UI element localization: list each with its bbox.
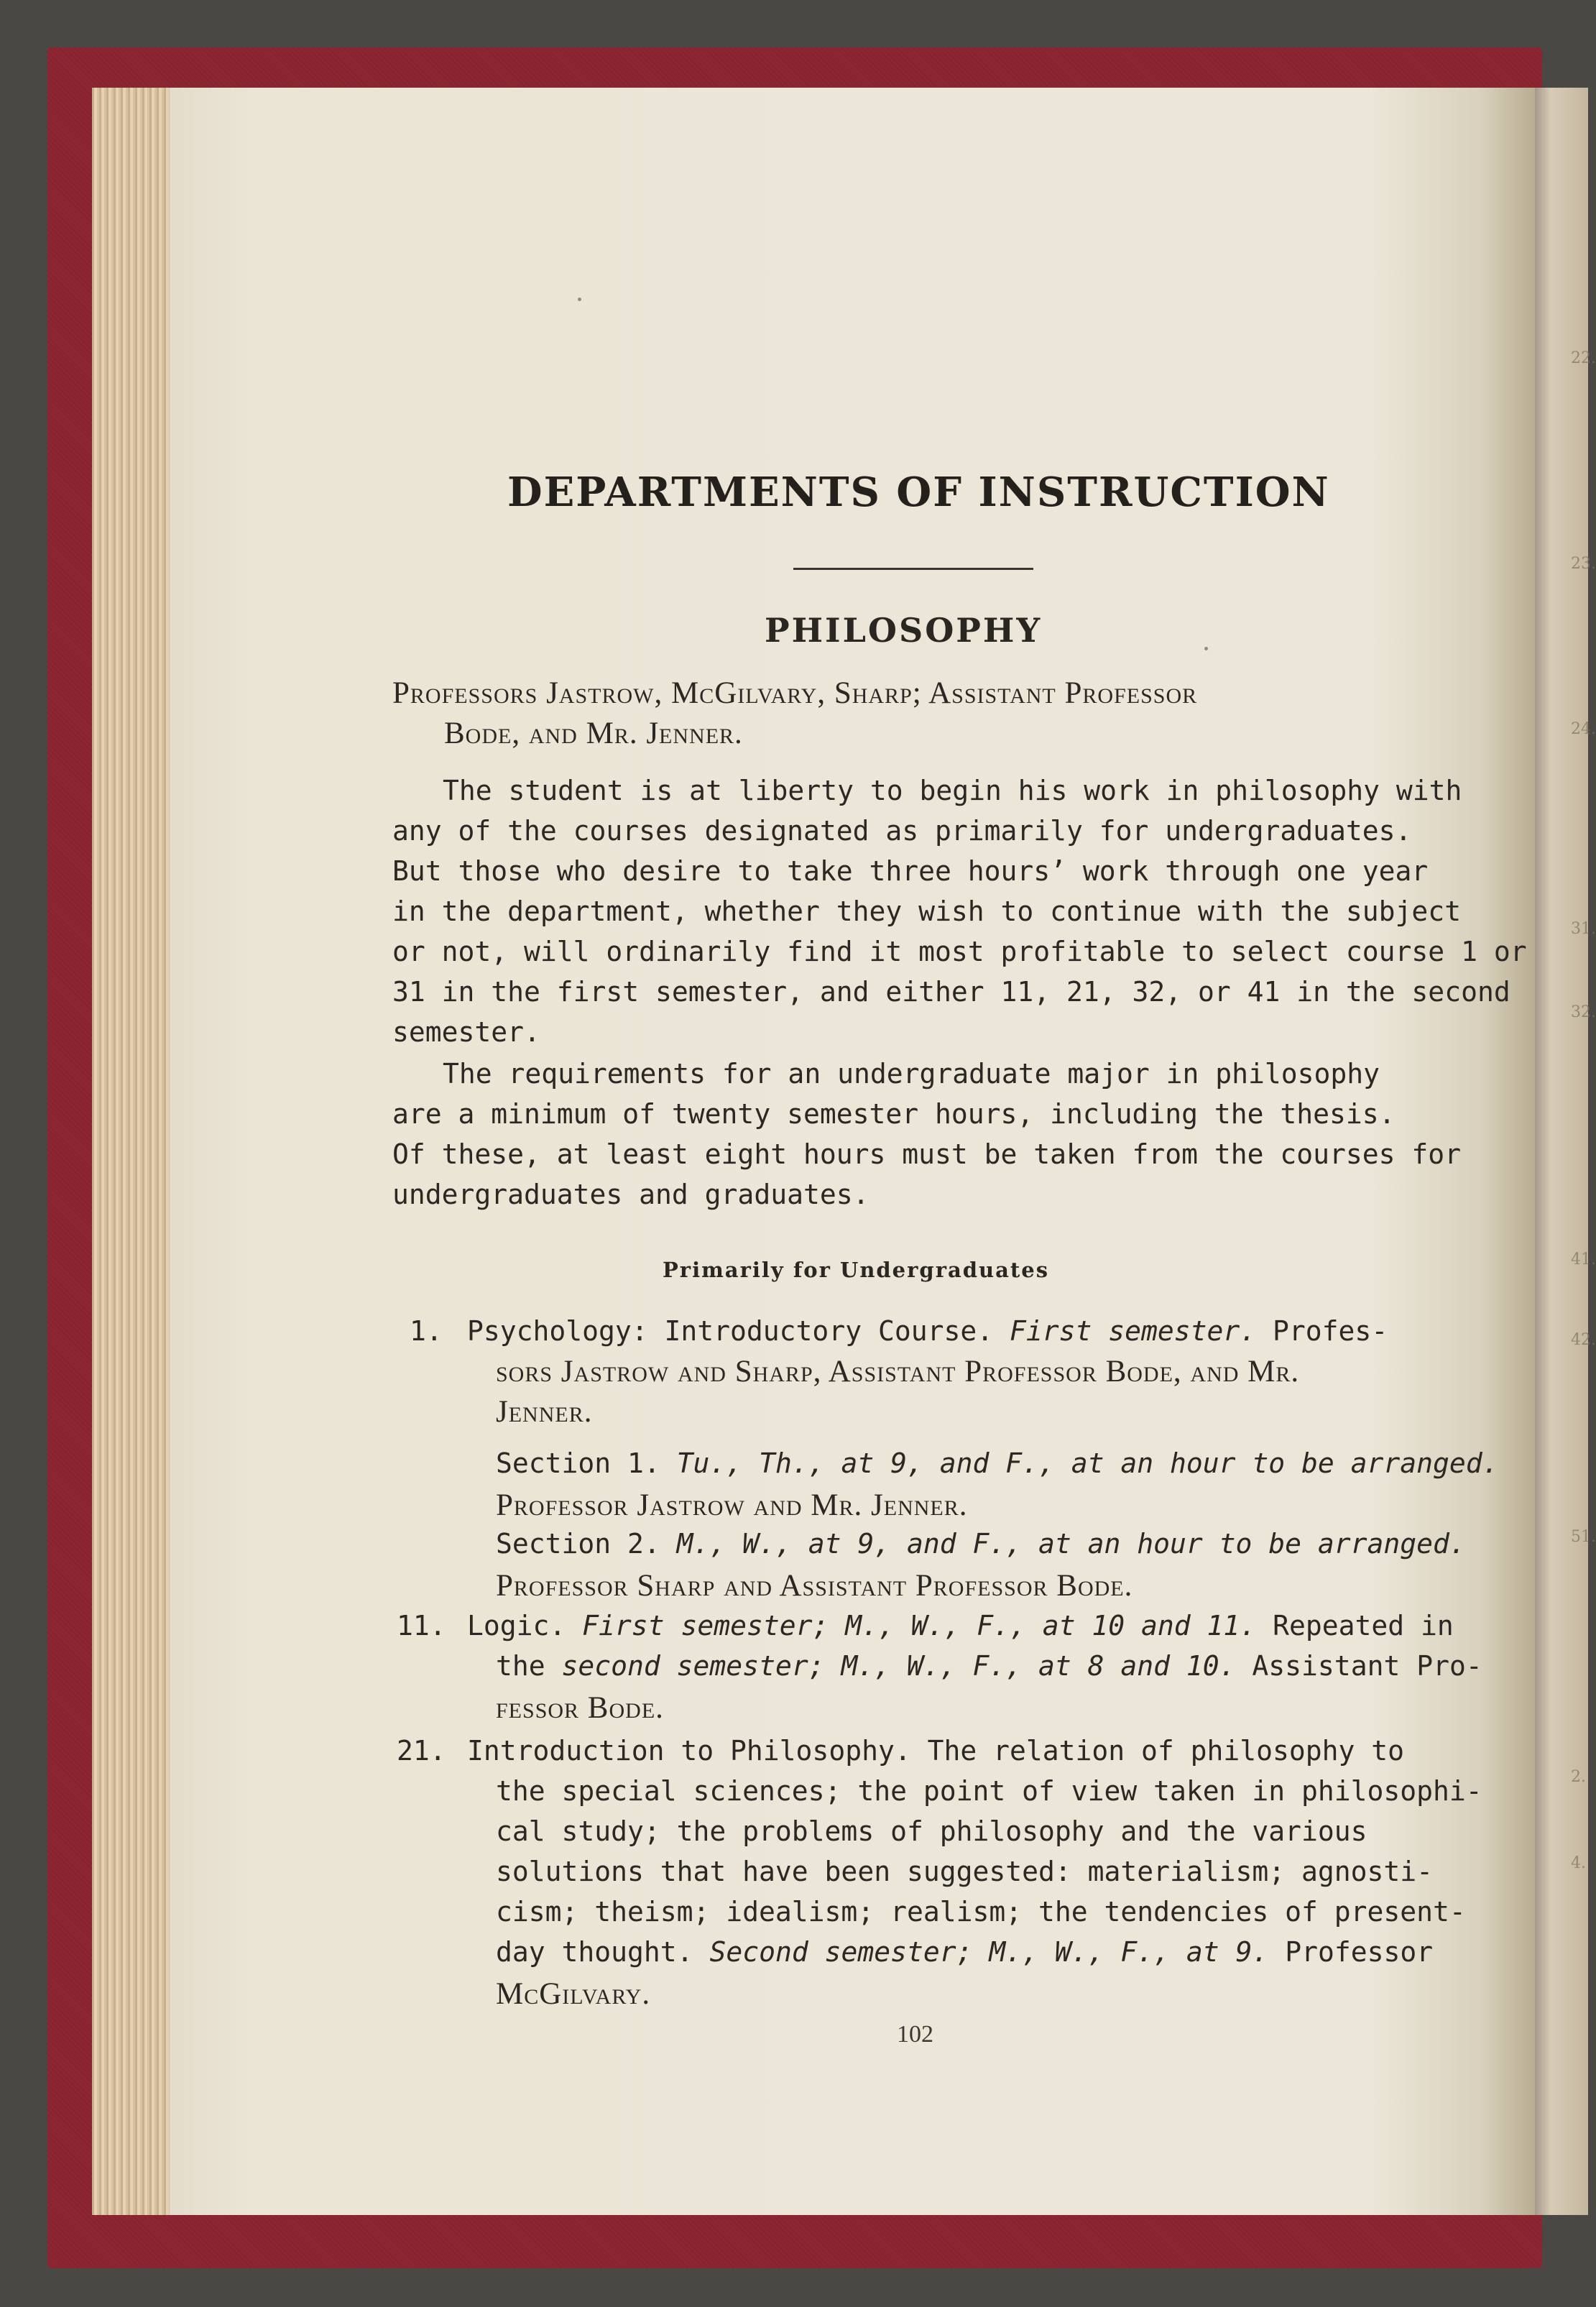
bleed-number: 51. xyxy=(1571,1528,1596,1546)
bleed-number: 41. xyxy=(1571,1251,1596,1268)
text-line: are a minimum of twenty semester hours, including the thesis. xyxy=(392,1098,1396,1130)
course-line: Introduction to Philosophy. The relation of philosophy to xyxy=(467,1735,1405,1767)
course-title: Logic. xyxy=(467,1610,566,1641)
bleed-number: 24. xyxy=(1571,720,1596,738)
bleed-number: 23. xyxy=(1571,555,1596,573)
text-line: or not, will ordinarily find it most profitable to select course 1 or xyxy=(392,936,1527,967)
page-number: 102 xyxy=(897,2021,933,2048)
course-number: 21. xyxy=(397,1735,446,1767)
text-line: semester. xyxy=(392,1016,540,1048)
text-line: The requirements for an undergraduate major in philosophy xyxy=(443,1058,1380,1090)
section-label: Section 2. xyxy=(496,1528,660,1560)
course-text: Assistant Pro- xyxy=(1252,1650,1482,1682)
faculty-line: Bode, and Mr. Jenner. xyxy=(444,717,743,750)
bleed-number: 32. xyxy=(1571,1003,1596,1021)
section-staff: Professor Jastrow and Mr. Jenner. xyxy=(496,1488,968,1522)
text-line: 31 in the first semester, and either 11, 21, 32, or 41 in the second xyxy=(392,976,1510,1008)
faculty-line: Professors Jastrow, McGilvary, Sharp; Assistant Professor xyxy=(392,676,1198,710)
department-title: PHILOSOPHY xyxy=(765,611,1043,650)
text-line: undergraduates and graduates. xyxy=(392,1179,870,1210)
text-line: The student is at liberty to begin his work in philosophy with xyxy=(443,775,1462,806)
course-number: 11. xyxy=(397,1610,446,1641)
course-number: 1. xyxy=(410,1315,443,1347)
course-line xyxy=(467,1315,1388,1347)
heading-rule xyxy=(793,568,1033,570)
course-text: Profes- xyxy=(1273,1315,1388,1347)
bleed-number: 22. xyxy=(1571,349,1596,367)
bleed-number: 31. xyxy=(1571,920,1596,938)
section-title: Primarily for Undergraduates xyxy=(663,1258,1050,1282)
course-line xyxy=(496,1650,1482,1682)
course-line: the special sciences; the point of view taken in philosophi- xyxy=(496,1775,1482,1807)
course-line xyxy=(496,1936,1433,1968)
course-line: cism; theism; idealism; realism; the tendencies of present- xyxy=(496,1896,1466,1928)
section-staff: Professor Sharp and Assistant Professor Bode. xyxy=(496,1569,1133,1603)
text-line: any of the courses designated as primarily for undergraduates. xyxy=(392,815,1412,847)
course-text: the xyxy=(496,1650,545,1682)
course-term: second semester; M., W., F., at 8 and 10. xyxy=(561,1650,1236,1682)
section-time: M., W., at 9, and F., at an hour to be arranged. xyxy=(676,1528,1466,1560)
bleed-number: 42. xyxy=(1571,1331,1596,1349)
course-term: First semester. xyxy=(1009,1315,1257,1347)
course-line: McGilvary. xyxy=(496,1977,651,2011)
section-label: Section 1. xyxy=(496,1447,660,1479)
course-line: cal study; the problems of philosophy and the various xyxy=(496,1815,1367,1847)
course-line xyxy=(467,1610,1454,1641)
course-text: day thought. xyxy=(496,1936,693,1968)
course-line: fessor Bode. xyxy=(496,1691,664,1725)
course-term: First semester; M., W., F., at 10 and 11. xyxy=(582,1610,1257,1641)
text-line: But those who desire to take three hours’ work through one year xyxy=(392,855,1429,887)
ink-speck xyxy=(1204,647,1208,650)
course-line: solutions that have been suggested: materialism; agnosti- xyxy=(496,1856,1434,1887)
text-line: Of these, at least eight hours must be taken from the courses for xyxy=(392,1138,1462,1170)
section-line xyxy=(496,1528,1466,1560)
bleed-number: 4. xyxy=(1571,1854,1586,1872)
course-term: Second semester; M., W., F., at 9. xyxy=(709,1936,1269,1968)
bleed-number: 2. xyxy=(1571,1768,1586,1786)
course-title: Psychology: Introductory Course. xyxy=(467,1315,994,1347)
ink-speck xyxy=(578,298,581,301)
course-text: Professor xyxy=(1285,1936,1434,1968)
course-line: Jenner. xyxy=(496,1395,593,1429)
section-line xyxy=(496,1447,1499,1479)
text-line: in the department, whether they wish to continue with the subject xyxy=(392,895,1462,927)
page-heading: DEPARTMENTS OF INSTRUCTION xyxy=(507,469,1330,516)
section-time: Tu., Th., at 9, and F., at an hour to be arranged. xyxy=(676,1447,1499,1479)
course-line: sors Jastrow and Sharp, Assistant Professor Bode, and Mr. xyxy=(496,1355,1300,1389)
course-text: Repeated in xyxy=(1273,1610,1454,1641)
